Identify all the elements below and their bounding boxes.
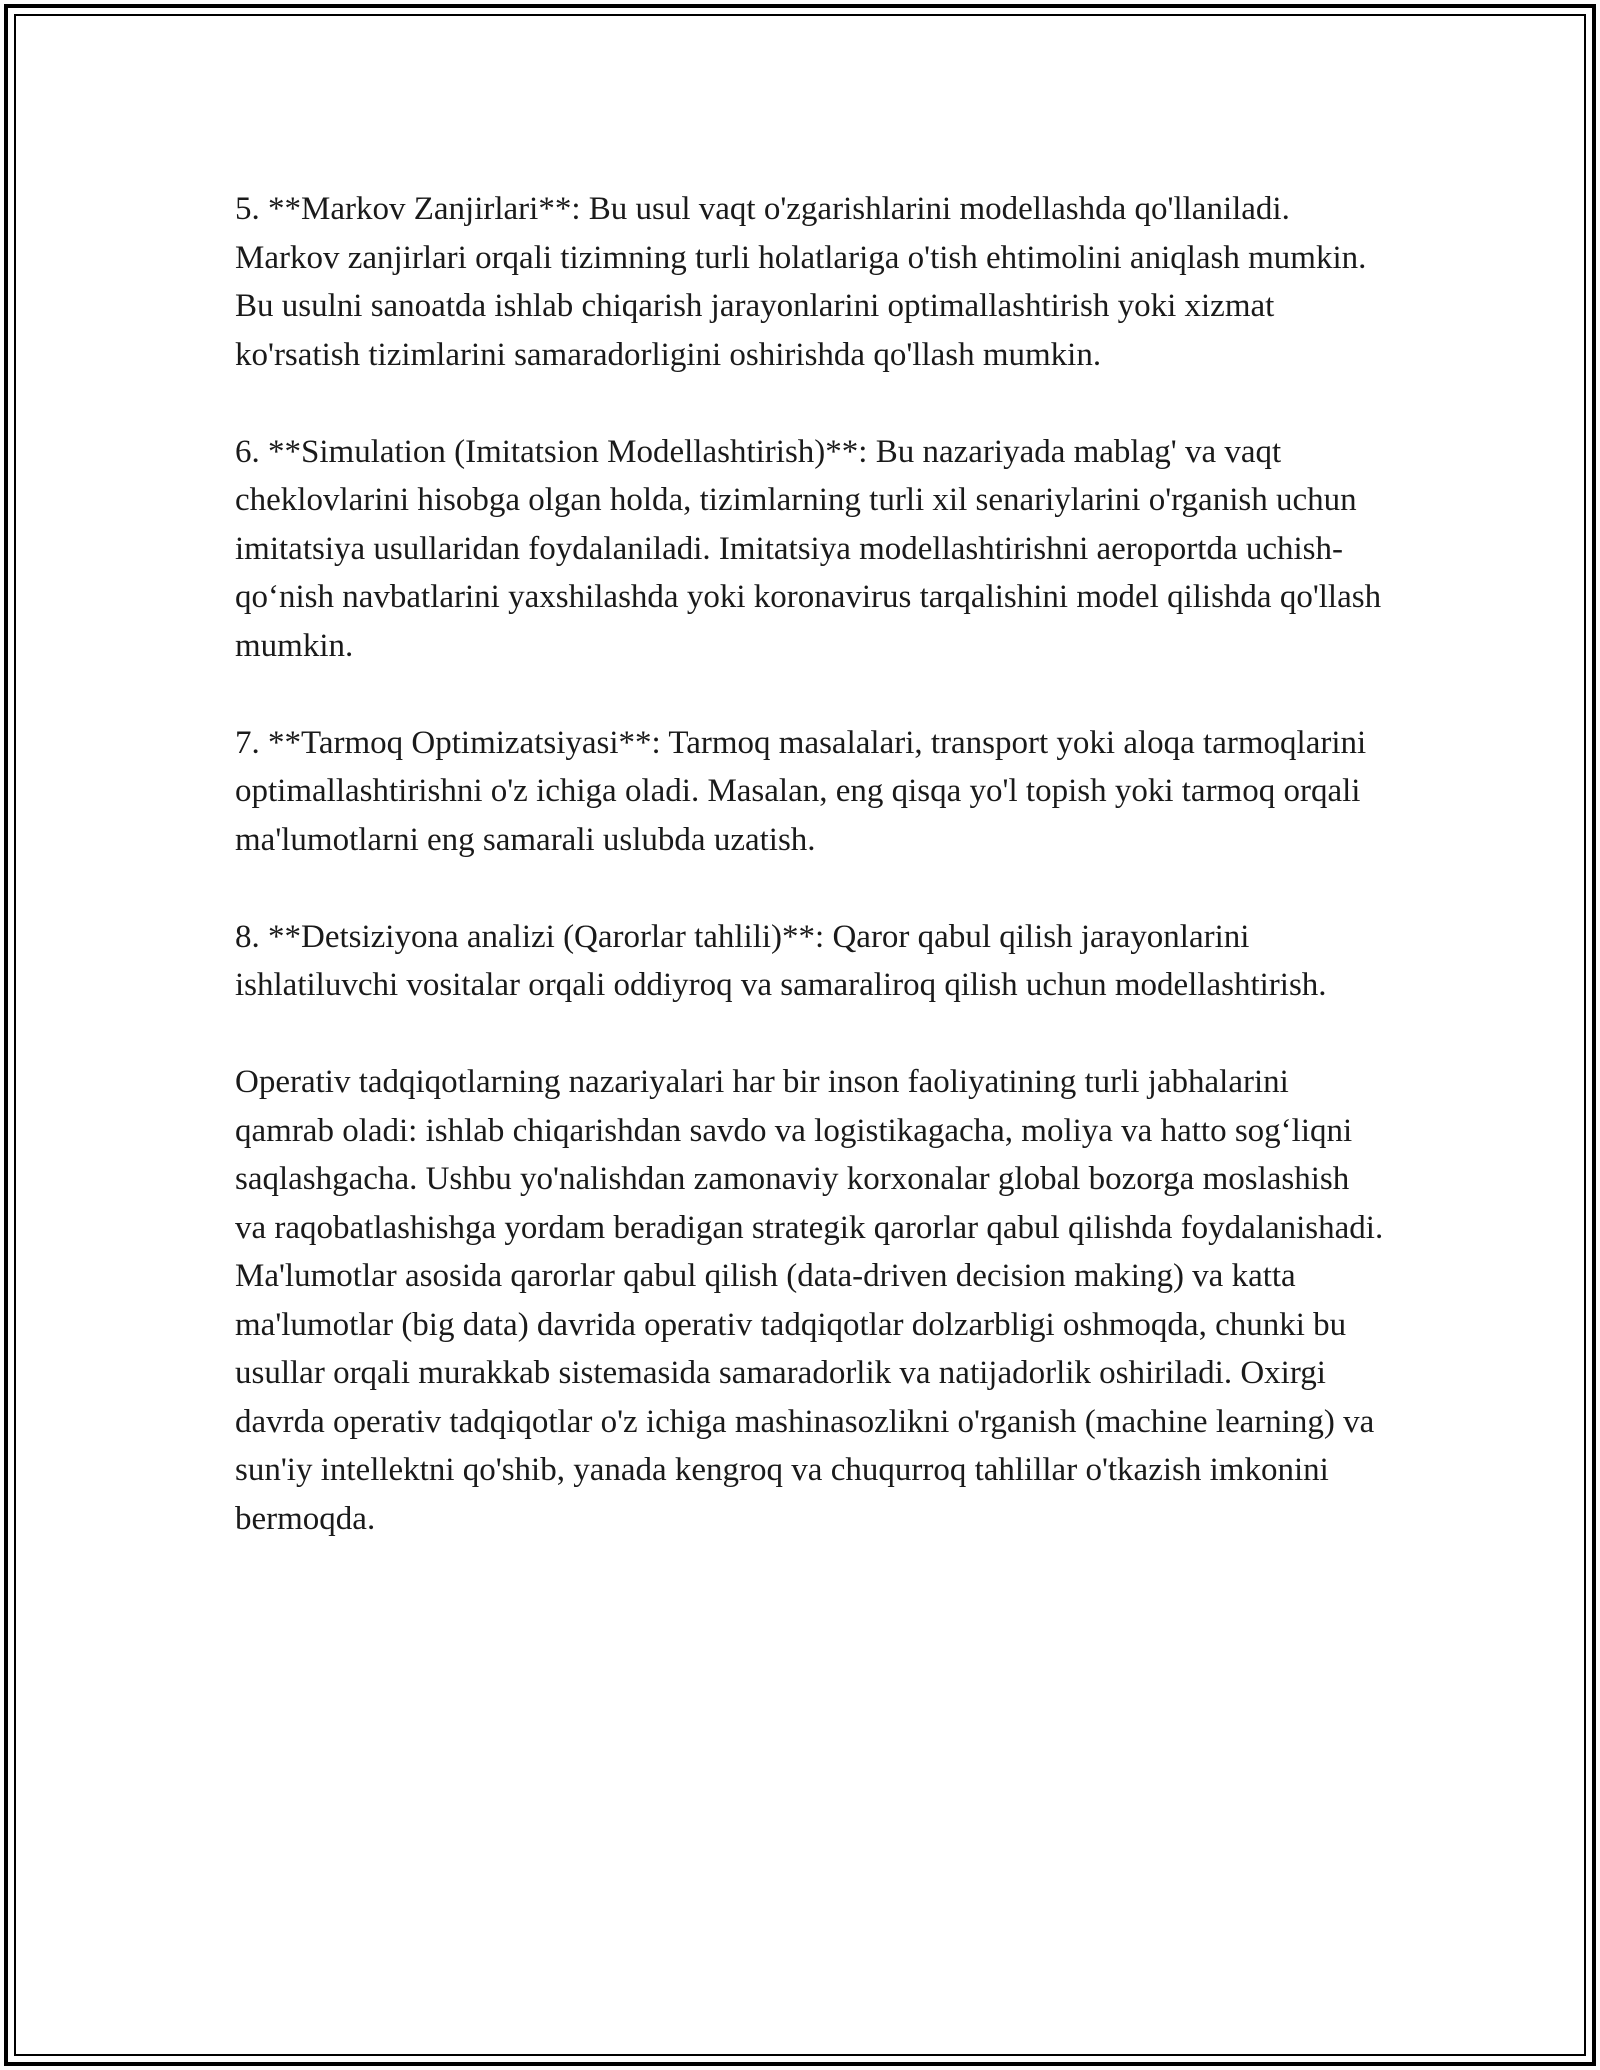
- paragraph-decision-analysis: 8. **Detsiziyona analizi (Qarorlar tahlili)**: Qaror qabul qilish jarayonlarini ishlatiluvchi vositalar orqali oddiyroq va samaraliroq qilish uchun modellashtirish.: [235, 918, 1327, 1003]
- paragraph-conclusion: Operativ tadqiqotlarning nazariyalari har bir inson faoliyatining turli jabhalarini qamrab oladi: ishlab chiqarishdan savdo va logistikagacha, moliya va hatto sog‘liqni saqlashgacha. Ushbu yo'nalishdan zamonaviy korxonalar global bozorga moslashish va raqobatlashishga yordam beradigan strategik qarorlar qabul qilishda foydalanishadi. Ma'lumotlar asosida qarorlar qabul qilish (data-driven decision making) va katta ma'lumotlar (big data) davrida operativ tadqiqotlar dolzarbligi oshmoqda, chunki bu usullar orqali murakkab sistemasida samaradorlik va natijadorlik oshiriladi. Oxirgi davrda operativ tadqiqotlar o'z ichiga mashinasozlikni o'rganish (machine learning) va sun'iy intellektni qo'shib, yanada kengroq va chuqurroq tahlillar o'tkazish imkonini bermoqda.: [235, 1064, 1384, 1537]
- document-body: [235, 185, 1385, 1592]
- paragraph-network-optimization: 7. **Tarmoq Optimizatsiyasi**: Tarmoq masalalari, transport yoki aloqa tarmoqlarini optimallashtirishni o'z ichiga oladi. Masalan, eng qisqa yo'l topish yoki tarmoq orqali ma'lumotlarni eng samarali uslubda uzatish.: [235, 724, 1367, 858]
- paragraph-simulation: 6. **Simulation (Imitatsion Modellashtirish)**: Bu nazariyada mablag' va vaqt cheklovlarini hisobga olgan holda, tizimlarning turli xil senariylarini o'rganish uchun imitatsiya usullaridan foydalaniladi. Imitatsiya modellashtirishni aeroportda uchish-qo‘nish navbatlarini yaxshilashda yoki koronavirus tarqalishini model qilishda qo'llash mumkin.: [235, 433, 1382, 664]
- paragraph-markov-chains: 5. **Markov Zanjirlari**: Bu usul vaqt o'zgarishlarini modellashda qo'llaniladi. Markov zanjirlari orqali tizimning turli holatlariga o'tish ehtimolini aniqlash mumkin. Bu usulni sanoatda ishlab chiqarish jarayonlarini optimallashtirish yoki xizmat ko'rsatish tizimlarini samaradorligini oshirishda qo'llash mumkin.: [235, 191, 1367, 373]
